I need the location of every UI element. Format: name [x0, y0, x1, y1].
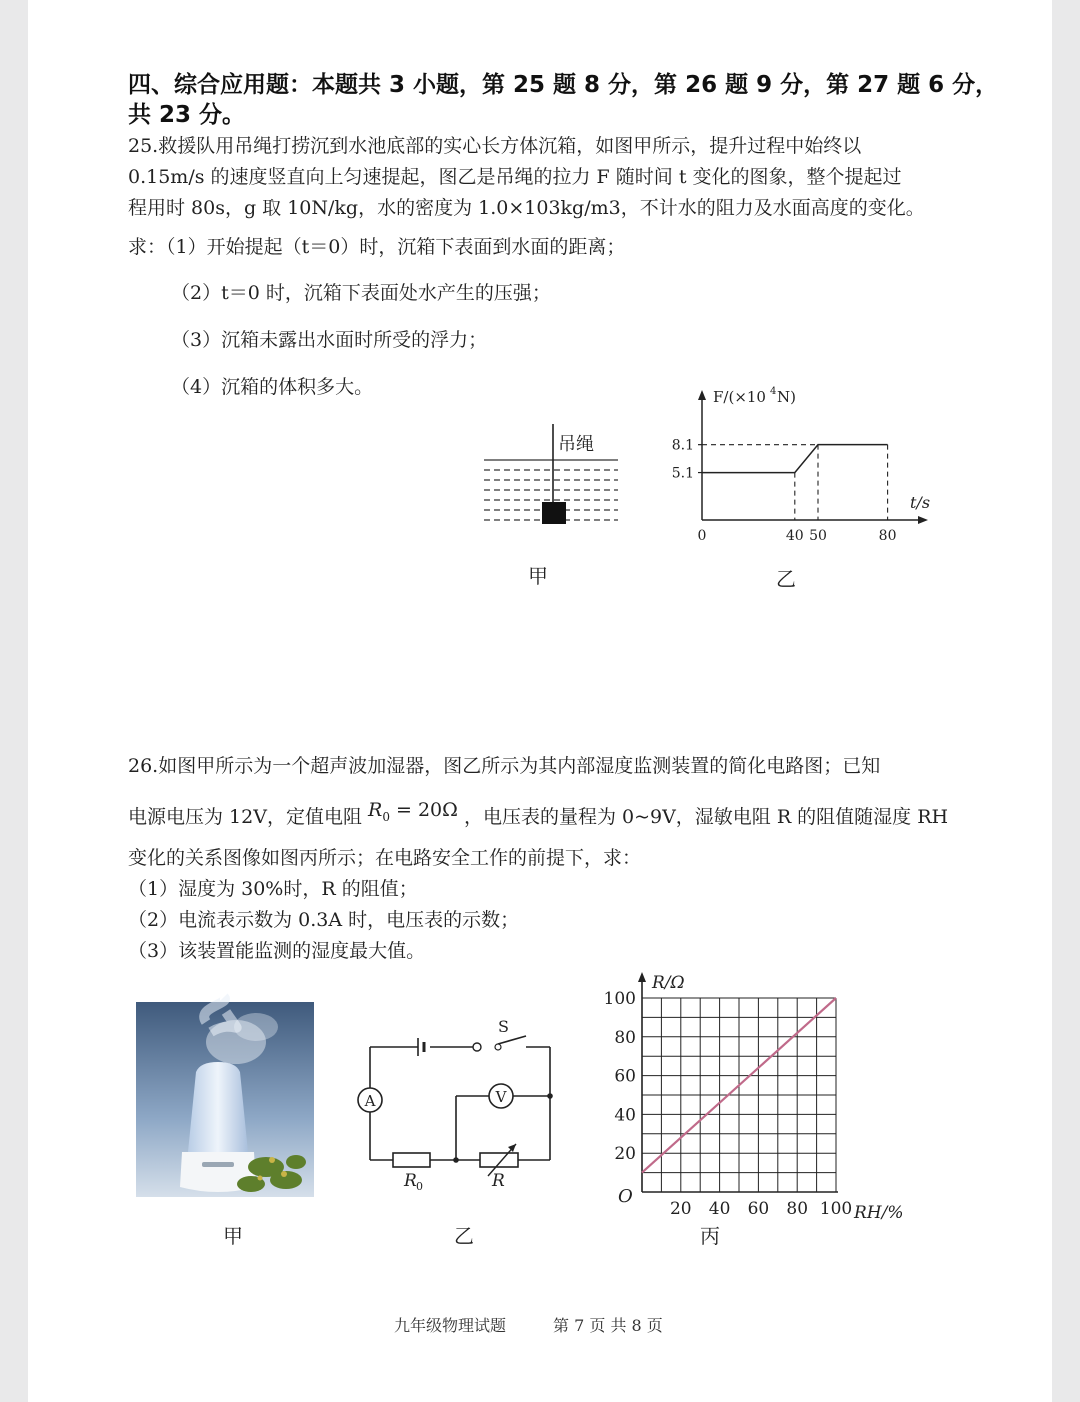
q26-figure-bing: [568, 966, 904, 1226]
formula-value: = 20Ω: [389, 799, 458, 821]
x-tick-label: 40: [708, 1199, 731, 1219]
switch-contact-left: [473, 1043, 481, 1051]
q25-sub3: （3）沉箱未露出水面时所受的浮力；: [171, 329, 488, 351]
q26-line2: [128, 799, 949, 840]
q26-sub3: （3）该装置能监测的湿度最大值。: [128, 940, 426, 962]
junction-dot: [547, 1093, 553, 1099]
rope-label: 吊绳: [558, 434, 594, 455]
q25-line1: 25.救援队用吊绳打捞沉到水池底部的实心长方体沉箱，如图甲所示，提升过程中始终以: [128, 135, 862, 157]
q25-caption-jia: 甲: [528, 564, 548, 588]
f-t-chart: [672, 386, 930, 544]
y-tick-label: 5.1: [671, 465, 694, 482]
resistor-r0: [393, 1153, 430, 1167]
y-tick-label: 60: [614, 1066, 636, 1087]
y-axis-label-prefix: F/(×10: [713, 388, 766, 406]
f-t-series-line: [702, 445, 888, 473]
q25-caption-yi: 乙: [776, 567, 796, 591]
switch-contact-right: [495, 1044, 501, 1050]
r-rh-chart: [604, 972, 904, 1223]
q26-caption-bing: 丙: [700, 1224, 720, 1248]
x-tick-label: 60: [747, 1199, 770, 1219]
section-heading-line2: 共 23 分。: [128, 102, 246, 128]
q26-line3: 变化的关系图像如图丙所示；在电路安全工作的前提下，求：: [128, 847, 642, 869]
sensor-resistor-r: [480, 1153, 518, 1167]
q26-line2-b: ，电压表的量程为 0~9V，湿敏电阻 R 的阻值随湿度 RH: [463, 806, 949, 828]
section-heading-line1: 四、综合应用题：本题共 3 小题，第 25 题 8 分，第 26 题 9 分，第 27 题 6 分，: [128, 72, 999, 98]
formula-r-symbol: R: [368, 799, 383, 821]
junction-dot: [453, 1157, 459, 1163]
r0-subscript: 0: [416, 1180, 423, 1193]
q25-sub4: （4）沉箱的体积多大。: [171, 376, 374, 398]
x-axis-label: t/s: [910, 493, 931, 512]
x-tick-label: 20: [669, 1199, 692, 1219]
q25-sub2: （2）t＝0 时，沉箱下表面处水产生的压强；: [171, 282, 551, 304]
ammeter-label: A: [364, 1092, 376, 1110]
formula-r-subscript: 0: [382, 809, 390, 824]
q26-caption-jia: 甲: [223, 1224, 243, 1248]
q26-line2-a: 电源电压为 12V，定值电阻: [128, 806, 362, 828]
x-tick-label: 80: [786, 1199, 809, 1219]
y-tick-label: 8.1: [671, 437, 694, 454]
x-tick-label: 40: [785, 528, 804, 544]
q25-line2: 0.15m/s 的速度竖直向上匀速提起，图乙是吊绳的拉力 F 随时间 t 变化的图象，整个提起过: [128, 166, 902, 188]
y-axis-label-suffix: N): [777, 388, 796, 406]
formula-r0: [368, 799, 458, 824]
q25-figure-jia: [476, 420, 626, 535]
x-tick-label: 100: [819, 1199, 853, 1219]
y-axis-arrow: [698, 390, 706, 400]
q25-line3: 程用时 80s，g 取 10N/kg，水的密度为 1.0×103kg/m3，不计水的阻力及水面高度的变化。: [128, 197, 925, 219]
footer-subject: 九年级物理试题: [394, 1316, 507, 1335]
y-tick-label: 20: [614, 1144, 636, 1165]
r-label: R: [492, 1171, 505, 1191]
voltmeter-label: V: [495, 1088, 507, 1106]
y-axis-label: R/Ω: [652, 973, 685, 993]
q26-sub1: （1）湿度为 30%时，R 的阻值；: [128, 878, 418, 900]
x-axis-arrow: [918, 516, 928, 524]
y-tick-label: 80: [614, 1027, 636, 1048]
humidifier-photo: [136, 1002, 314, 1197]
switch-label: S: [498, 1017, 509, 1036]
origin-label: O: [618, 1186, 633, 1207]
q26-sub2: （2）电流表示数为 0.3A 时，电压表的示数；: [128, 909, 520, 931]
footer-page: 第 7 页 共 8 页: [553, 1316, 663, 1335]
origin-label: 0: [697, 528, 707, 544]
y-tick-label: 100: [603, 989, 636, 1009]
x-axis-label: RH/%: [854, 1203, 904, 1223]
y-axis-label-exponent: 4: [770, 386, 777, 397]
q25-ask: 求：（1）开始提起（t＝0）时，沉箱下表面到水面的距离；: [128, 236, 626, 258]
q25-figure-yi: [638, 378, 938, 553]
circuit-diagram: [348, 1012, 563, 1197]
battery-symbol: [418, 1038, 424, 1056]
exam-page: [28, 0, 1052, 1402]
q26-caption-yi: 乙: [454, 1224, 474, 1248]
x-tick-label: 50: [809, 528, 827, 544]
x-tick-label: 80: [878, 528, 897, 544]
switch-blade: [498, 1036, 526, 1044]
r0-label: R: [404, 1171, 417, 1191]
q26-line1: 26.如图甲所示为一个超声波加湿器，图乙所示为其内部湿度监测装置的简化电路图；已知: [128, 755, 881, 777]
y-axis-arrow: [638, 972, 646, 982]
caisson: [542, 502, 566, 524]
y-tick-label: 40: [614, 1105, 636, 1126]
